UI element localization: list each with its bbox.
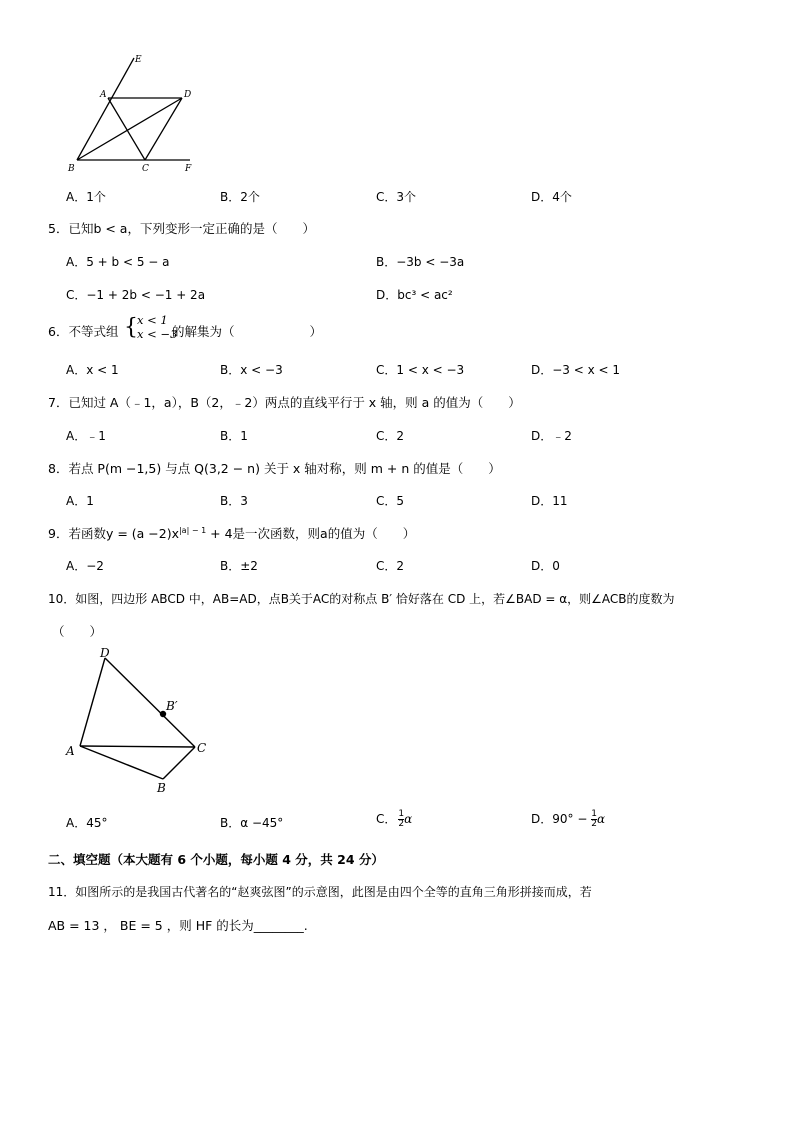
fraction-numerator: 1	[398, 809, 405, 819]
line-ac	[108, 98, 145, 160]
q10-stem-line1: 10．如图，四边形 ABCD 中，AB=AD，点B关于AC的对称点 B′ 恰好落在 CD 上，若∠BAD = α，则∠ACB的度数为	[48, 592, 675, 606]
q9-option-a: A．−2	[66, 559, 104, 573]
q9-option-d: D．0	[531, 559, 560, 573]
label-c: C	[197, 741, 207, 755]
q9-option-b: B．±2	[220, 559, 258, 573]
q9-stem	[48, 524, 415, 542]
q8-option-c: C．5	[376, 494, 405, 508]
q7-option-d: D．﹣2	[531, 429, 572, 443]
q10-option-a: A．45°	[66, 816, 108, 830]
q10-option-b: B．α −45°	[220, 816, 284, 830]
alpha-symbol: α	[596, 812, 606, 826]
q6-option-d: D．−3 < x < 1	[531, 363, 621, 377]
q11-line1: 11．如图所示的是我国古代著名的“赵爽弦图”的示意图，此图是由四个全等的直角三角形拼接而成，若	[48, 885, 592, 899]
q4-option-b: B．2个	[220, 190, 260, 204]
q8-option-a: A．1	[66, 494, 94, 508]
label-b-prime: B′	[166, 699, 178, 713]
label-b: B	[68, 164, 75, 174]
q8-stem: 8．若点 P(m −1,5) 与点 Q(3,2 − n) 关于 x 轴对称，则 m + n 的值是（ ）	[48, 461, 501, 476]
q6-system-top: x < 1	[137, 313, 168, 327]
label-c: C	[142, 164, 149, 174]
q5-stem: 5．已知b < a，下列变形一定正确的是（ ）	[48, 221, 315, 236]
q7-option-c: C．2	[376, 429, 405, 443]
q7-stem: 7．已知过 A（﹣1，a），B（2，﹣2）两点的直线平行于 x 轴，则 a 的值为（ ）	[48, 395, 521, 410]
q6-option-a: A．x < 1	[66, 363, 119, 377]
q6-stem-prefix: 6．不等式组	[48, 324, 119, 339]
line-cd	[145, 98, 182, 160]
q8-option-b: B．3	[220, 494, 248, 508]
line-be	[77, 58, 134, 160]
label-d: D	[100, 646, 110, 660]
q4-option-a: A．1个	[66, 190, 106, 204]
q8-option-d: D．11	[531, 494, 568, 508]
q5-option-d: D．bc³ < ac²	[376, 288, 453, 302]
q10-option-d-label: D．90° −	[531, 812, 592, 826]
q5-option-c: C．−1 + 2b < −1 + 2a	[66, 288, 206, 302]
q10-option-d	[531, 810, 605, 829]
label-d: D	[184, 90, 192, 100]
q10-option-c	[376, 810, 412, 829]
q9-stem-suffix: + 4是一次函数，则a的值为（ ）	[206, 526, 416, 541]
q6-system-bottom: x < −3	[137, 327, 178, 341]
label-a: A	[66, 744, 75, 758]
q6-stem-suffix: 的解集为（ ）	[172, 324, 323, 339]
q6-option-c: C．1 < x < −3	[376, 363, 465, 377]
line-ac	[80, 746, 195, 747]
q5-option-b: B．−3b < −3a	[376, 255, 465, 269]
q9-exponent: |a| − 1	[178, 525, 207, 535]
fraction-numerator: 1	[591, 809, 597, 819]
line-dc	[105, 658, 195, 747]
q11-line2: AB = 13 ， BE = 5 ，则 HF 的长为________.	[48, 918, 308, 933]
q7-option-b: B．1	[220, 429, 248, 443]
q10-option-c-label: C．	[376, 812, 397, 826]
figure-parallelogram	[62, 50, 212, 178]
fraction-denominator: 2	[591, 819, 597, 829]
q5-option-a: A．5 + b < 5 − a	[66, 255, 170, 269]
q6-option-b: B．x < −3	[220, 363, 283, 377]
figure-quadrilateral	[60, 640, 220, 800]
alpha-symbol: α	[404, 812, 413, 826]
section-title: 二、填空题（本大题有 6 个小题，每小题 4 分，共 24 分）	[48, 852, 384, 867]
label-f: F	[185, 164, 192, 174]
q10-stem-line2: （ ）	[52, 624, 103, 639]
line-bd	[77, 98, 182, 160]
label-b: B	[157, 781, 166, 795]
line-bc	[163, 747, 195, 779]
fraction-denominator: 2	[398, 819, 405, 829]
q9-option-c: C．2	[376, 559, 405, 573]
q4-option-c: C．3个	[376, 190, 417, 204]
q4-option-d: D．4个	[531, 190, 572, 204]
label-e: E	[135, 55, 142, 65]
line-ad	[80, 658, 105, 746]
line-ab	[80, 746, 163, 779]
label-a: A	[100, 90, 107, 100]
q9-stem-prefix: 9．若函数y = (a −2)x	[48, 526, 179, 541]
q7-option-a: A．﹣1	[66, 429, 106, 443]
q6-brace: {	[124, 315, 138, 340]
